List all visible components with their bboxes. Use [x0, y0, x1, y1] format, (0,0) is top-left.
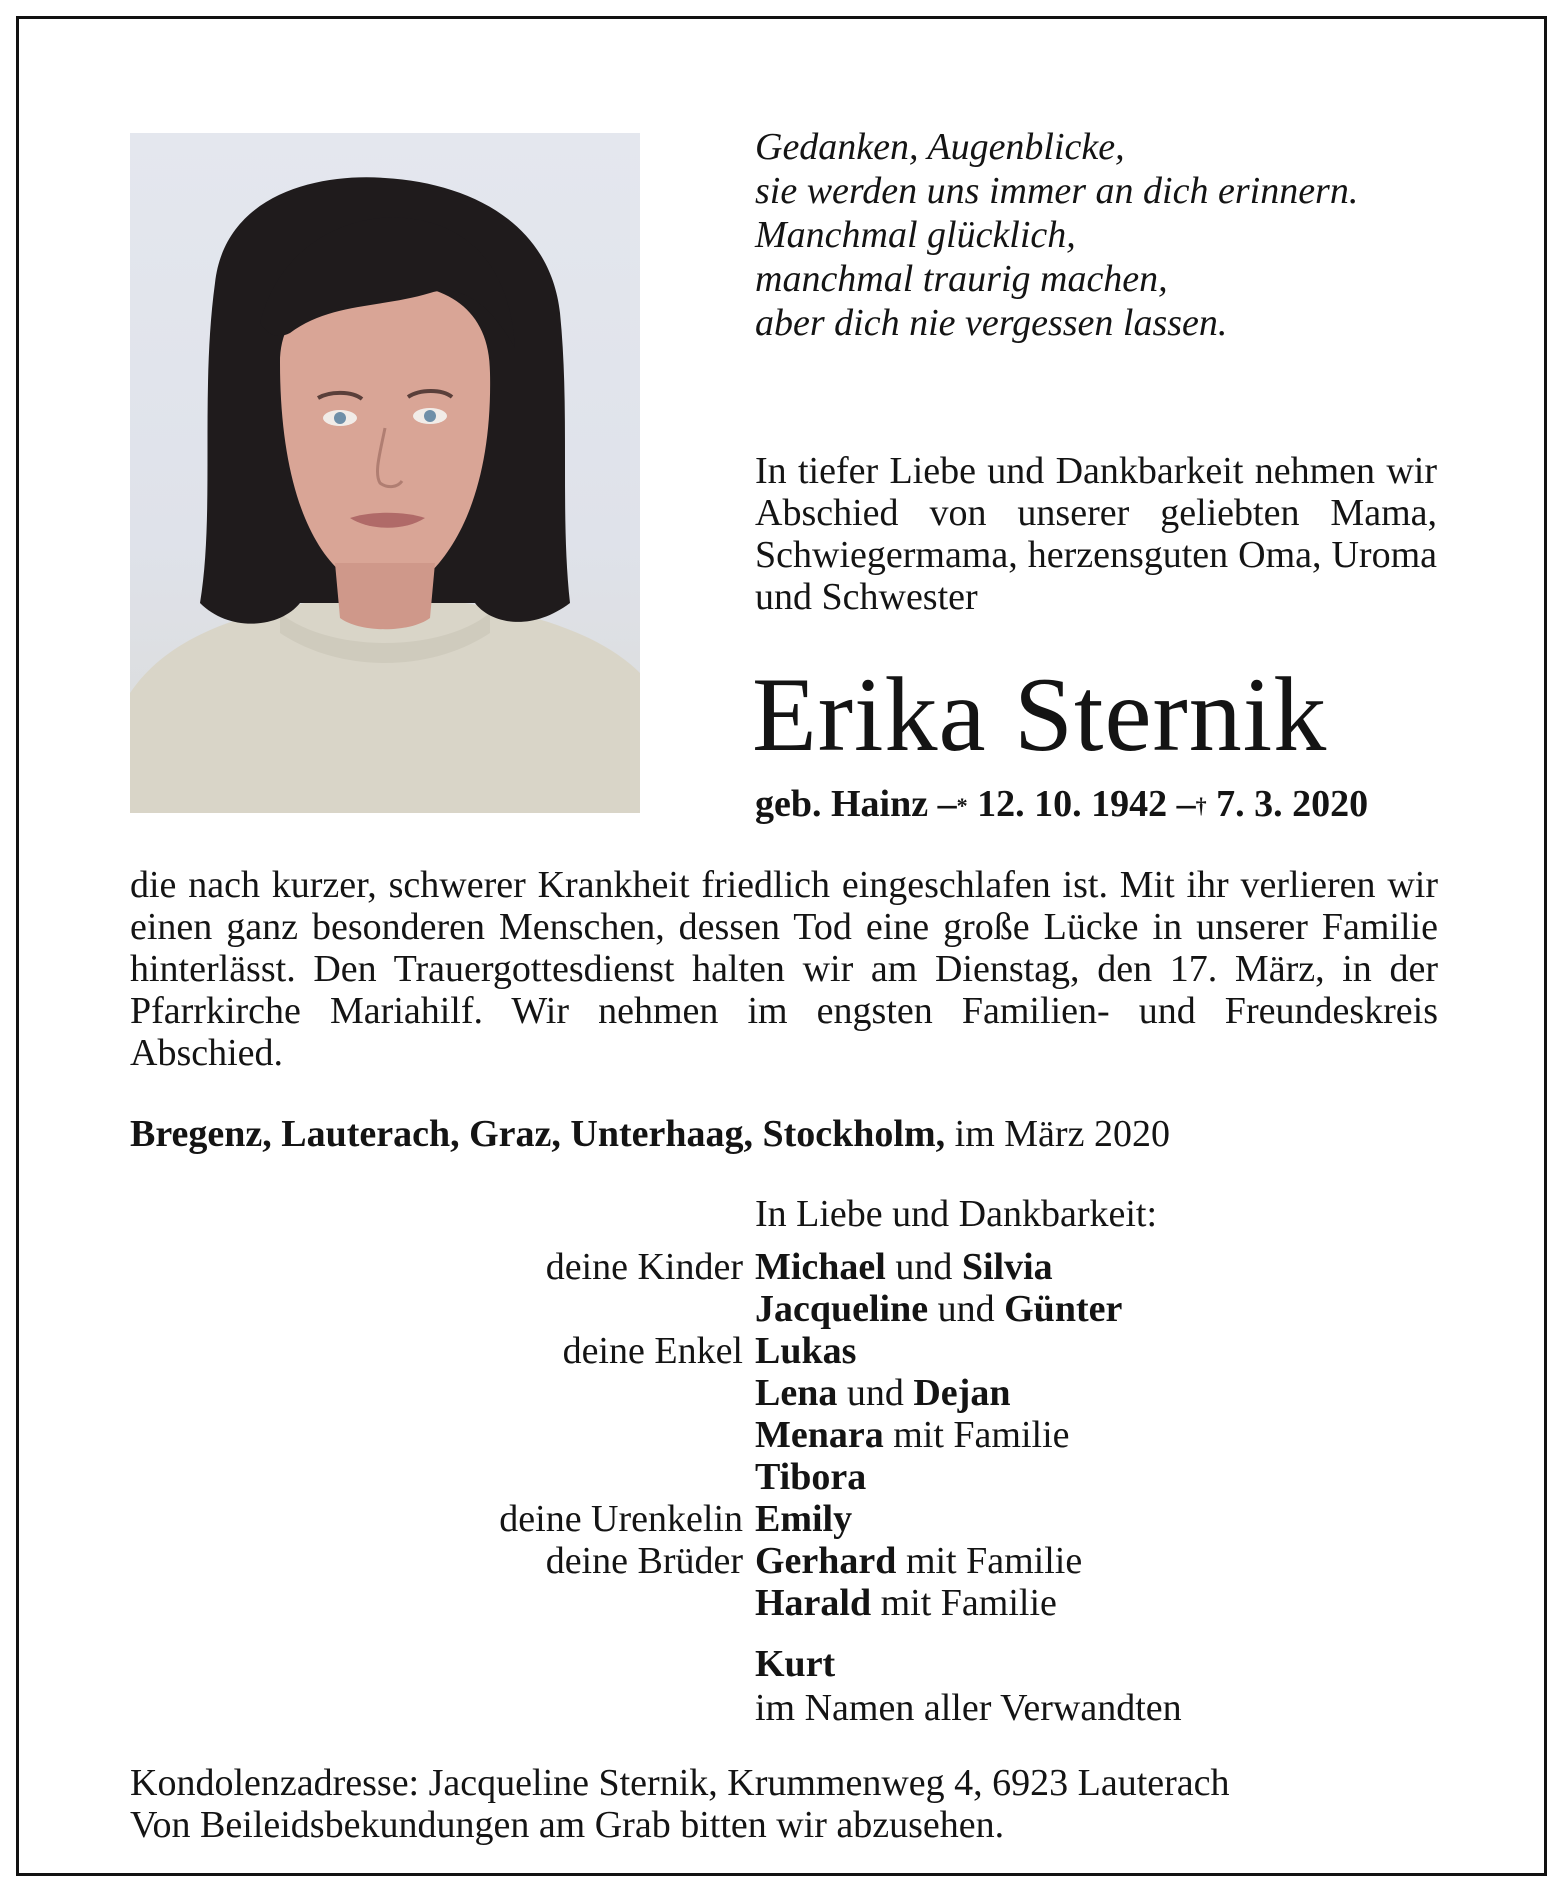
family-row — [300, 1288, 1122, 1330]
signoff: In Liebe und Dankbarkeit: — [755, 1193, 1158, 1235]
footer — [130, 1762, 1230, 1846]
family-member-name: Silvia — [961, 1246, 1053, 1288]
family-member-name: Dejan — [913, 1372, 1011, 1414]
family-row — [300, 1582, 1122, 1624]
life-dates — [755, 782, 1368, 826]
family-row — [300, 1414, 1122, 1456]
poem-line: Gedanken, Augenblicke, — [755, 126, 1125, 168]
family-relation — [300, 1414, 755, 1456]
family-names — [755, 1540, 1122, 1582]
family-joiner: und — [846, 1372, 904, 1414]
family-relation: deine Brüder — [545, 1540, 743, 1582]
family-relation — [300, 1582, 755, 1624]
family-member-name: Lena — [755, 1372, 838, 1414]
family-row — [300, 1330, 1122, 1372]
family-joiner: mit Familie — [905, 1540, 1083, 1582]
deceased-name: Erika Sternik — [752, 656, 1328, 773]
death-date: 7. 3. 2020 — [1216, 783, 1369, 825]
family-member-name: Michael — [755, 1246, 886, 1288]
family-list — [300, 1246, 1122, 1624]
dash: – — [1176, 783, 1196, 825]
partner-signature — [755, 1642, 1182, 1730]
portrait-photo — [130, 133, 640, 813]
birth-symbol: * — [956, 793, 968, 818]
places-cities: Bregenz, Lauterach, Graz, Unterhaag, Stockholm, — [130, 1113, 946, 1155]
announcement-body: die nach kurzer, schwerer Krankheit friedlich eingeschlafen ist. Mit ihr verlieren wir einen ganz besonderen Menschen, dessen Tod eine große Lücke in unserer Familie hinterlässt. Den Trauergottesdienst halten wir am Dienstag, den 17. März, in der Pfarrkirche Mariahilf. Wir nehmen im engsten Familien- und Freundeskreis Abschied. — [130, 864, 1438, 1074]
grave-note: Von Beileidsbekundungen am Grab bitten wir abzusehen. — [130, 1804, 1005, 1846]
family-joiner: und — [937, 1288, 995, 1330]
family-relation — [300, 1372, 755, 1414]
family-member-name: Jacqueline — [755, 1288, 929, 1330]
condolence-address: Kondolenzadresse: Jacqueline Sternik, Krummenweg 4, 6923 Lauterach — [130, 1762, 1230, 1804]
family-relation — [300, 1456, 755, 1498]
family-member-name: Harald — [755, 1582, 872, 1624]
family-row — [300, 1456, 1122, 1498]
places-line — [130, 1112, 1170, 1156]
intro-text: In tiefer Liebe und Dankbarkeit nehmen wir Abschied von unserer geliebten Mama, Schwiegermama, herzensguten Oma, Uroma und Schwester — [755, 450, 1437, 618]
poem-line: manchmal traurig machen, — [755, 258, 1168, 300]
poem-line: aber dich nie vergessen lassen. — [755, 302, 1228, 344]
family-relation — [300, 1288, 755, 1330]
family-names — [755, 1372, 1122, 1414]
poem-line: sie werden uns immer an dich erinnern. — [755, 170, 1359, 212]
family-member-name: Tibora — [755, 1456, 867, 1498]
dash: – — [937, 783, 957, 825]
family-member-name: Gerhard — [755, 1540, 897, 1582]
family-names — [755, 1456, 1122, 1498]
family-relation: deine Kinder — [545, 1246, 743, 1288]
partner-note: im Namen aller Verwandten — [755, 1687, 1182, 1729]
family-row — [300, 1540, 1122, 1582]
partner-name: Kurt — [755, 1643, 836, 1685]
family-names — [755, 1498, 1122, 1540]
poem — [755, 125, 1358, 345]
family-row — [300, 1246, 1122, 1288]
maiden-name: geb. Hainz — [755, 783, 929, 825]
family-row — [300, 1372, 1122, 1414]
death-symbol: † — [1195, 793, 1207, 818]
family-names — [755, 1414, 1122, 1456]
poem-line: Manchmal glücklich, — [755, 214, 1076, 256]
family-joiner: mit Familie — [880, 1582, 1057, 1624]
family-names — [755, 1582, 1122, 1624]
family-names — [755, 1288, 1122, 1330]
places-date: im März 2020 — [954, 1113, 1170, 1155]
family-member-name: Emily — [755, 1498, 853, 1540]
family-names — [755, 1330, 1122, 1372]
family-member-name: Menara — [755, 1414, 884, 1456]
family-joiner: mit Familie — [893, 1414, 1070, 1456]
family-member-name: Günter — [1004, 1288, 1123, 1330]
family-row — [300, 1498, 1122, 1540]
family-relation: deine Urenkelin — [499, 1498, 743, 1540]
family-names — [755, 1246, 1122, 1288]
family-relation: deine Enkel — [562, 1330, 743, 1372]
family-joiner: und — [895, 1246, 953, 1288]
birth-date: 12. 10. 1942 — [977, 783, 1168, 825]
family-member-name: Lukas — [755, 1330, 857, 1372]
